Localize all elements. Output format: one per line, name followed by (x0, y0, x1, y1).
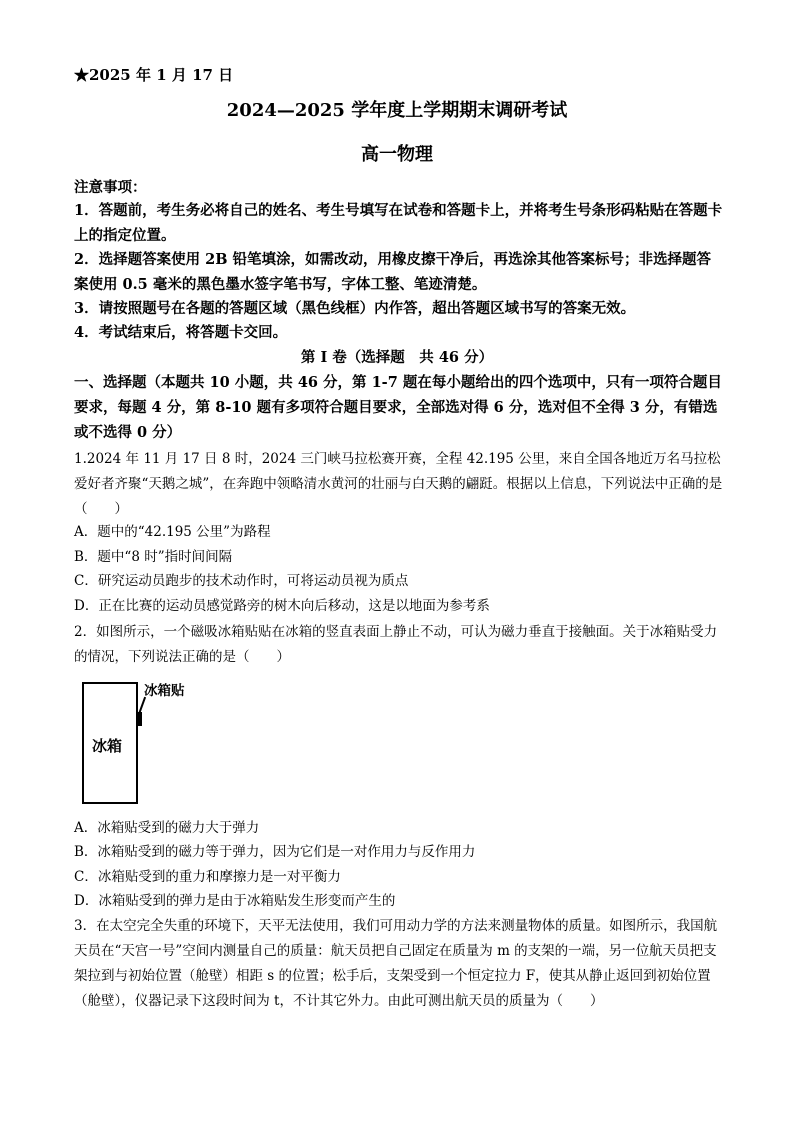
question-2-option-d: D．冰箱贴受到的弹力是由于冰箱贴发生形变而产生的 (74, 893, 396, 909)
notice-item-4: 4．考试结束后，将答题卡交回。 (74, 324, 288, 341)
question-2-option-a: A．冰箱贴受到的磁力大于弹力 (74, 820, 260, 836)
question-1-option-c: C．研究运动员跑步的技术动作时，可将运动员视为质点 (74, 573, 409, 589)
question-1-option-a: A．题中的“42.195 公里”为路程 (74, 524, 271, 540)
section-instructions: 一、选择题（本题共 10 小题，共 46 分，第 1-7 题在每小题给出的四个选项中，只有一项符合题目要求，每题 4 分，第 8-10 题有多项符合题目要求，全部选对得 6 分，选对但不全得 3 分，有错选或不选得 0 分） (74, 374, 722, 441)
subject-title: 高一物理 (361, 144, 433, 165)
question-3-stem: 3．在太空完全失重的环境下，天平无法使用，我们可用动力学的方法来测量物体的质量。如图所示，我国航天员在“天宫一号”空间内测量自己的质量：航天员把自己固定在质量为 m 的支架的一端，另一位航天员把支架拉到与初始位置（舱壁）相距 s 的位置；松手后，支架受到一个恒定拉力 F，使其从静止返回到初始位置（舱壁），仪器记录下这段时间为 t，不计其它外力。由此可测出航天员的质量为（ ） (74, 918, 718, 1009)
question-2-option-b: B．冰箱贴受到的磁力等于弹力，因为它们是一对作用力与反作用力 (74, 844, 476, 860)
exam-title: 2024—2025 学年度上学期期末调研考试 (226, 100, 568, 121)
question-1-stem: 1.2024 年 11 月 17 日 8 时，2024 三门峡马拉松赛开赛，全程 42.195 公里，来自全国各地近万名马拉松爱好者齐聚“天鹅之城”，在奔跑中领略清水黄河的壮丽与白天鹅的翩跹。根据以上信息，下列说法中正确的是（ ） (74, 451, 723, 517)
question-2-option-c: C．冰箱贴受到的重力和摩擦力是一对平衡力 (74, 869, 341, 885)
question-1-option-b: B．题中“8 时”指时间间隔 (74, 549, 233, 565)
magnet-label: 冰箱贴 (144, 683, 185, 699)
fridge-label: 冰箱 (92, 737, 123, 755)
notice-heading: 注意事项： (74, 179, 147, 196)
part-title: 第 I 卷（选择题 共 46 分） (300, 349, 494, 366)
question-2-stem: 2．如图所示，一个磁吸冰箱贴贴在冰箱的竖直表面上静止不动，可认为磁力垂直于接触面。关于冰箱贴受力的情况，下列说法正确的是（ ） (74, 624, 718, 665)
notice-item-2: 2．选择题答案使用 2B 铅笔填涂，如需改动，用橡皮擦干净后，再选涂其他答案标号；非选择题答案使用 0.5 毫米的黑色墨水签字笔书写，字体工整、笔迹清楚。 (74, 251, 712, 293)
notice-item-3: 3．请按照题号在各题的答题区域（黑色线框）内作答，超出答题区域书写的答案无效。 (74, 300, 636, 317)
notice-item-1: 1．答题前，考生务必将自己的姓名、考生号填写在试卷和答题卡上，并将考生号条形码粘贴在答题卡上的指定位置。 (74, 202, 723, 244)
exam-date: ★2025 年 1 月 17 日 (74, 66, 234, 84)
question-1-option-d: D．正在比赛的运动员感觉路旁的树木向后移动，这是以地面为参考系 (74, 598, 490, 614)
magnet-pointer-line (138, 697, 146, 715)
